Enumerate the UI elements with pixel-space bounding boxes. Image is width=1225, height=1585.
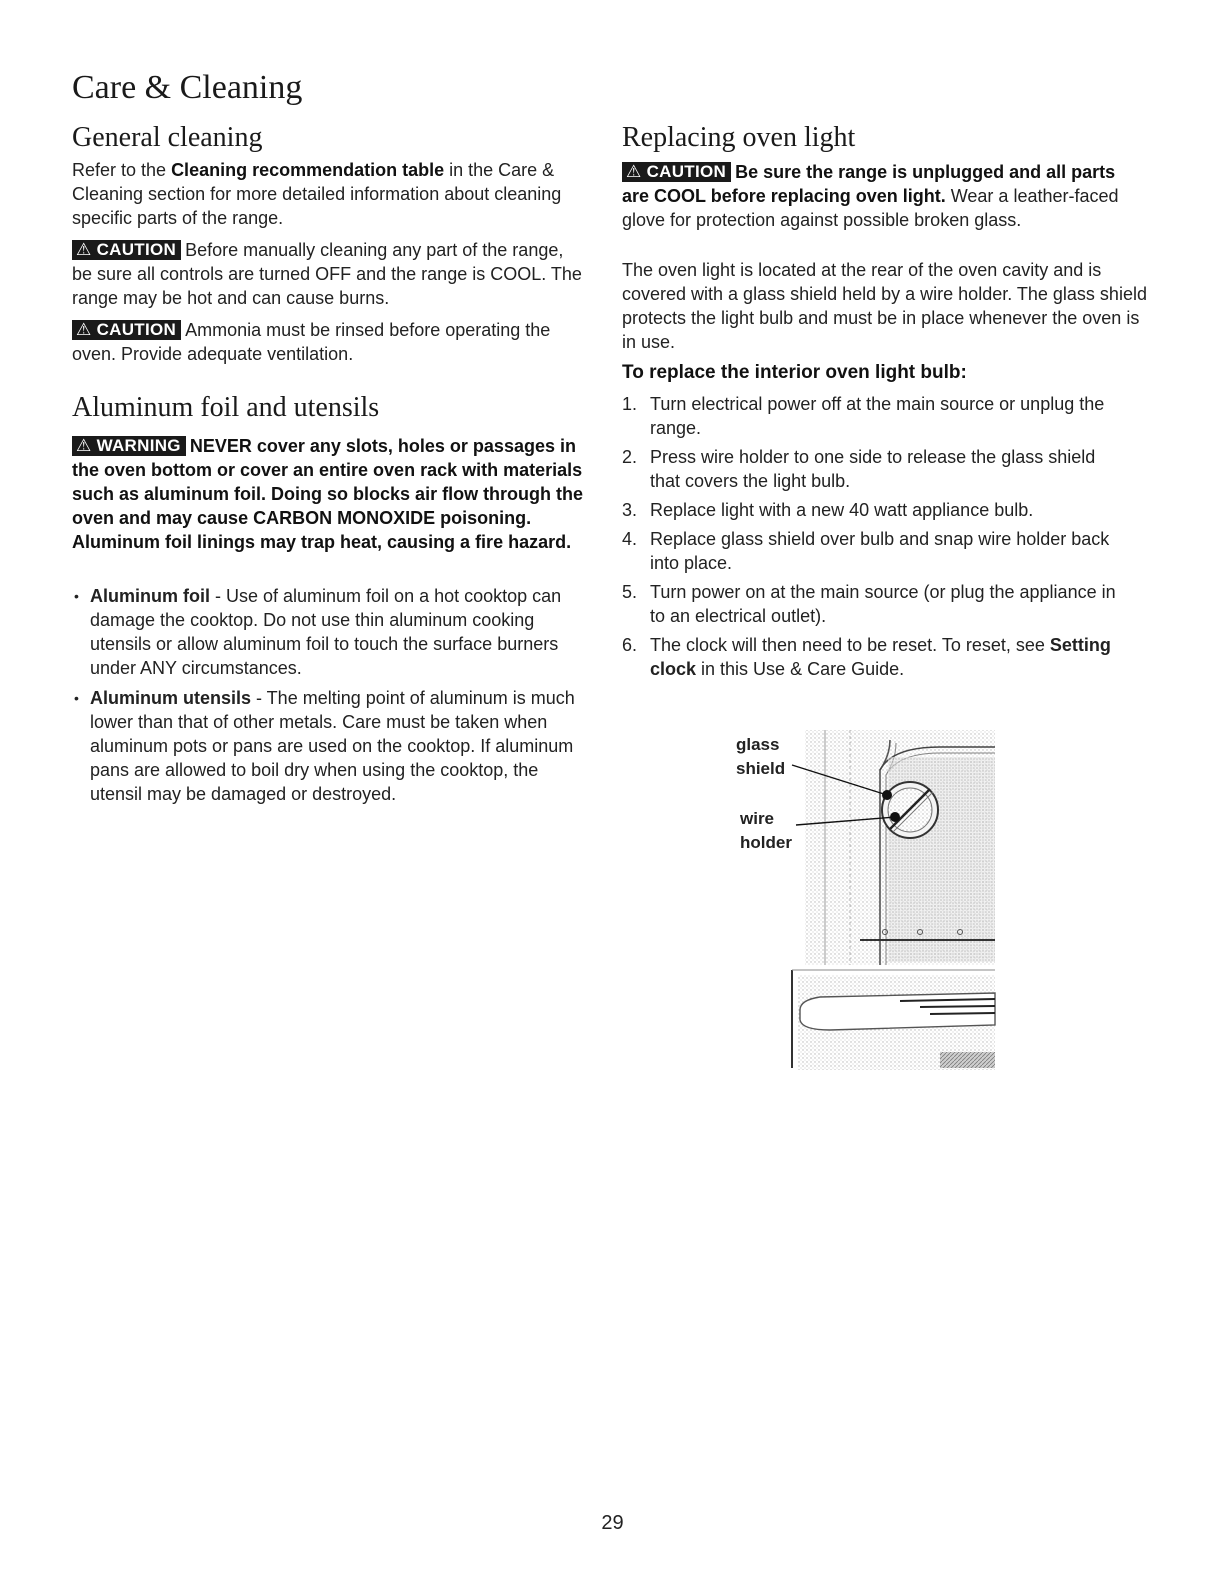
list-item: • Aluminum utensils - The melting point of aluminum is much lower than that of other metals. Care must be taken when aluminum pots or pans are used on the cooktop. If aluminum pans are allowed to boil dry when using the cooktop, the utensil may be damaged or destroyed. [72,686,582,806]
warning-badge: ⚠ WARNING [72,436,186,456]
glass-shield-label: glass shield [736,735,786,778]
warning-foil: ⚠ WARNING NEVER cover any slots, holes or passages in the oven bottom or cover an entire oven rack with materials such as aluminum foil. Doing so blocks air flow through the oven and may cause CARBON MONOXIDE poisoning. Aluminum foil linings may trap heat, causing a fire hazard. [72,436,584,552]
caution-unplug: ⚠ CAUTION Be sure the range is unplugged and all parts are COOL before replacing oven light. Wear a leather-faced glove for protection against possible broken glass. [622,162,1119,230]
replace-bulb-steps [622,392,1122,686]
list-item: 1. Turn electrical power off at the main source or unplug the range. [622,394,1105,438]
aluminum-bullets [72,584,582,812]
oven-light-description: The oven light is located at the rear of the oven cavity and is covered with a glass shield held by a wire holder. The glass shield protects the light bulb and must be in place whenever the oven is in use. [622,260,1147,352]
general-cleaning-heading: General cleaning [72,122,263,153]
list-item: 4. Replace glass shield over bulb and snap wire holder back into place. [622,529,1110,573]
page-number: 29 [601,1512,624,1534]
setting-clock-reference: Setting clock [650,635,1111,679]
list-item: 5. Turn power on at the main source (or plug the appliance in to an electrical outlet). [622,582,1116,626]
cleaning-table-reference: Cleaning recommendation table [171,160,445,180]
aluminum-foil-heading: Aluminum foil and utensils [72,392,380,423]
replace-bulb-subheading: To replace the interior oven light bulb: [622,362,967,383]
oven-door-handle [800,993,995,1030]
replacing-oven-light-heading: Replacing oven light [622,122,856,153]
page-title: Care & Cleaning [72,69,303,106]
caution-badge: ⚠ CAUTION [622,162,731,182]
caution-ammonia: ⚠ CAUTION Ammonia must be rinsed before operating the oven. Provide adequate ventilation. [72,320,551,364]
general-cleaning-intro: Refer to the Cleaning recommendation table in the Care & Cleaning section for more detailed information about cleaning specific parts of the range. [72,160,562,228]
list-item: • Aluminum foil - Use of aluminum foil on a hot cooktop can damage the cooktop. Do not use thin aluminum cooking utensils or allow aluminum foil to touch the surface burners under ANY circumstances. [72,584,582,680]
caution-badge: ⚠ CAUTION [72,320,181,340]
oven-light-figure [730,725,1000,1070]
caution-controls-off: ⚠ CAUTION Before manually cleaning any part of the range, be sure all controls are turned OFF and the range is COOL. The range may be hot and can cause burns. [72,240,582,308]
list-item: 3. Replace light with a new 40 watt appliance bulb. [622,500,1034,520]
list-item: 2. Press wire holder to one side to release the glass shield that covers the light bulb. [622,447,1096,491]
list-item: 6. The clock will then need to be reset. To reset, see Setting clock in this Use & Care Guide. [622,635,1111,679]
wire-holder-label: wire holder [740,809,792,852]
caution-badge: ⚠ CAUTION [72,240,181,260]
